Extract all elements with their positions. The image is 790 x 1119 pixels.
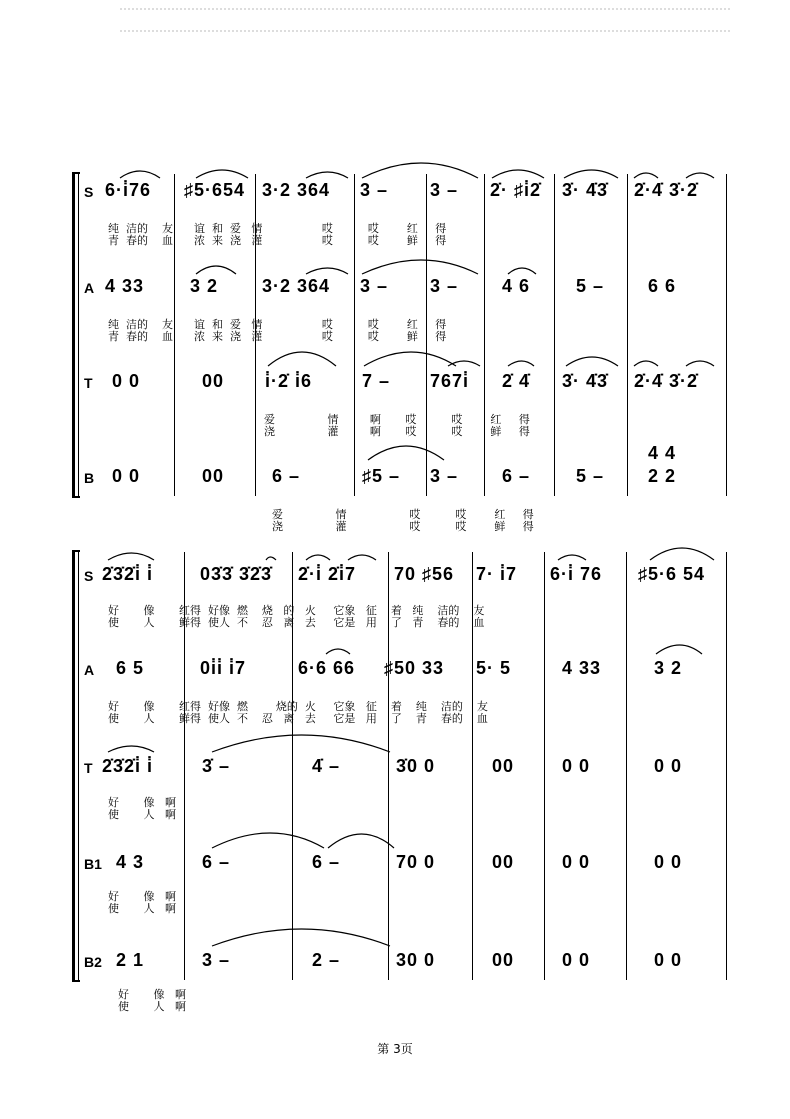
voice-label-bass-1: B1 (84, 856, 102, 872)
measure-notes: 70 0 (396, 852, 436, 872)
measure-notes: 6·i̇ 76 (550, 564, 603, 584)
measure-notes: 00 (492, 756, 515, 776)
voice-label-tenor: T (84, 375, 93, 391)
measure-notes: 2 – (312, 950, 341, 970)
measure-notes: 2 2 (648, 466, 677, 486)
voice-label-alto: A (84, 280, 95, 296)
score-system-2 (72, 548, 728, 1013)
measure-notes: 6 – (202, 852, 231, 872)
measure-notes: 2̇·4̇ 3̇·2̇ (634, 180, 699, 200)
measure-notes: 6 6 (648, 276, 677, 296)
measure-notes: ♯5 – (362, 466, 401, 486)
measure-notes: i̇·2̇ i̇6 (265, 371, 313, 391)
voice-label-bass-2: B2 (84, 954, 102, 970)
voice-label-bass: B (84, 470, 95, 486)
voice-label-soprano: S (84, 568, 94, 584)
measure-notes: 0 0 (562, 852, 591, 872)
voice-label-soprano: S (84, 184, 94, 200)
measure-notes: 7 – (362, 371, 391, 391)
voice-label-tenor: T (84, 760, 93, 776)
measure-notes: 3·2 364 (262, 180, 331, 200)
lyric-line: 好 像 啊 (108, 890, 176, 903)
lyric-line: 好 像 红得 好像 燃 烧的 火 它象 征 着 纯 洁的 友 (108, 700, 488, 713)
measure-notes: 0 0 (112, 466, 141, 486)
lyric-line: 使 人 鲜得 使人 不 忍 离 去 它是 用 了 青 春的 血 (108, 712, 488, 725)
measure-notes: 0 0 (654, 756, 683, 776)
measure-notes: 3 – (202, 950, 231, 970)
measure-notes: ♯5·654 (184, 180, 246, 200)
measure-notes: 3 – (430, 180, 459, 200)
page-header-decoration (120, 8, 730, 32)
measure-notes: 70 ♯56 (394, 564, 455, 584)
measure-notes: 6 5 (116, 658, 145, 678)
voice-label-alto: A (84, 662, 95, 678)
measure-notes: 0 0 (654, 950, 683, 970)
measure-notes: 2̇·4̇ 3̇·2̇ (634, 371, 699, 391)
slur-marks (72, 170, 728, 500)
lyric-line: 纯 洁的 友 谊 和 爱 情 哎 哎 红 得 (108, 318, 447, 331)
measure-notes: 3·2 364 (262, 276, 331, 296)
page-number: 第 3页 (377, 1042, 413, 1056)
lyric-line: 使 人 鲜得 使人 不 忍 离 去 它是 用 了 青 春的 血 (108, 616, 485, 629)
measure-notes: 0i̇i̇ i̇7 (200, 658, 247, 678)
measure-notes: 00 (202, 466, 225, 486)
measure-notes: 6 – (502, 466, 531, 486)
measure-notes: 6 – (312, 852, 341, 872)
measure-notes: 3 2 (654, 658, 683, 678)
measure-notes: 4 33 (562, 658, 602, 678)
measure-notes: 5 – (576, 466, 605, 486)
measure-notes: 3̇· 4̇3̇ (562, 180, 609, 200)
measure-notes: 2̇3̇2̇i̇ i̇ (102, 564, 154, 584)
slur-marks (72, 548, 728, 984)
lyric-line: 青 春的 血 浓 来 浇 灌 哎 哎 鲜 得 (108, 234, 447, 247)
lyric-line: 好 像 啊 (118, 988, 186, 1001)
measure-notes: 3̇0 0 (396, 756, 436, 776)
measure-notes: ♯50 33 (384, 658, 445, 678)
measure-notes: ♯5·6 54 (638, 564, 706, 584)
measure-notes: 00 (202, 371, 225, 391)
lyric-line: 爱 情 哎 哎 红 得 (272, 508, 534, 521)
measure-notes: 767i̇ (430, 371, 470, 391)
lyric-line: 浇 灌 啊 哎 哎 鲜 得 (264, 425, 530, 438)
lyric-line: 浇 灌 哎 哎 鲜 得 (272, 520, 534, 533)
measure-notes: 3 – (360, 180, 389, 200)
measure-notes: 0 0 (562, 950, 591, 970)
measure-notes: 3 – (430, 466, 459, 486)
measure-notes: 2̇· ♯i̇2̇ (490, 180, 542, 200)
measure-notes: 4 3 (116, 852, 145, 872)
measure-notes: 4̇ – (312, 756, 341, 776)
measure-notes: 2̇·i̇ 2̇i̇7 (298, 564, 357, 584)
measure-notes: 0 0 (112, 371, 141, 391)
measure-notes: 4 33 (105, 276, 145, 296)
measure-notes: 7· i̇7 (476, 564, 518, 584)
lyric-line: 爱 情 啊 哎 哎 红 得 (264, 413, 530, 426)
measure-notes: 6 – (272, 466, 301, 486)
measure-notes: 2̇ 4̇ (502, 371, 531, 391)
measure-notes: 0 0 (562, 756, 591, 776)
measure-notes: 00 (492, 950, 515, 970)
measure-notes: 3̇ – (202, 756, 231, 776)
lyric-line: 好 像 啊 (108, 796, 176, 809)
measure-notes: 00 (492, 852, 515, 872)
measure-notes: 0 0 (654, 852, 683, 872)
measure-notes: 3 – (360, 276, 389, 296)
measure-notes: 3 – (430, 276, 459, 296)
measure-notes: 5 – (576, 276, 605, 296)
measure-notes: 03̇3̇ 3̇2̇3̇ (200, 564, 273, 584)
lyric-line: 使 人 啊 (118, 1000, 186, 1013)
measure-notes: 5· 5 (476, 658, 512, 678)
measure-notes: 30 0 (396, 950, 436, 970)
measure-notes: 6·6 66 (298, 658, 356, 678)
lyric-line: 使 人 啊 (108, 808, 176, 821)
lyric-line: 好 像 红得 好像 燃 烧 的 火 它象 征 着 纯 洁的 友 (108, 604, 485, 617)
measure-notes: 6·i̇76 (105, 180, 152, 200)
lyric-line: 使 人 啊 (108, 902, 176, 915)
lyric-line: 纯 洁的 友 谊 和 爱 情 哎 哎 红 得 (108, 222, 447, 235)
lyric-line: 青 春的 血 浓 来 浇 灌 哎 哎 鲜 得 (108, 330, 447, 343)
measure-notes: 3̇· 4̇3̇ (562, 371, 609, 391)
measure-notes: 4 6 (502, 276, 531, 296)
measure-notes: 3 2 (190, 276, 219, 296)
score-system-1 (72, 170, 728, 533)
measure-notes: 2̇3̇2̇i̇ i̇ (102, 756, 154, 776)
measure-notes-upper: 4 4 (648, 443, 677, 463)
measure-notes: 2 1 (116, 950, 145, 970)
